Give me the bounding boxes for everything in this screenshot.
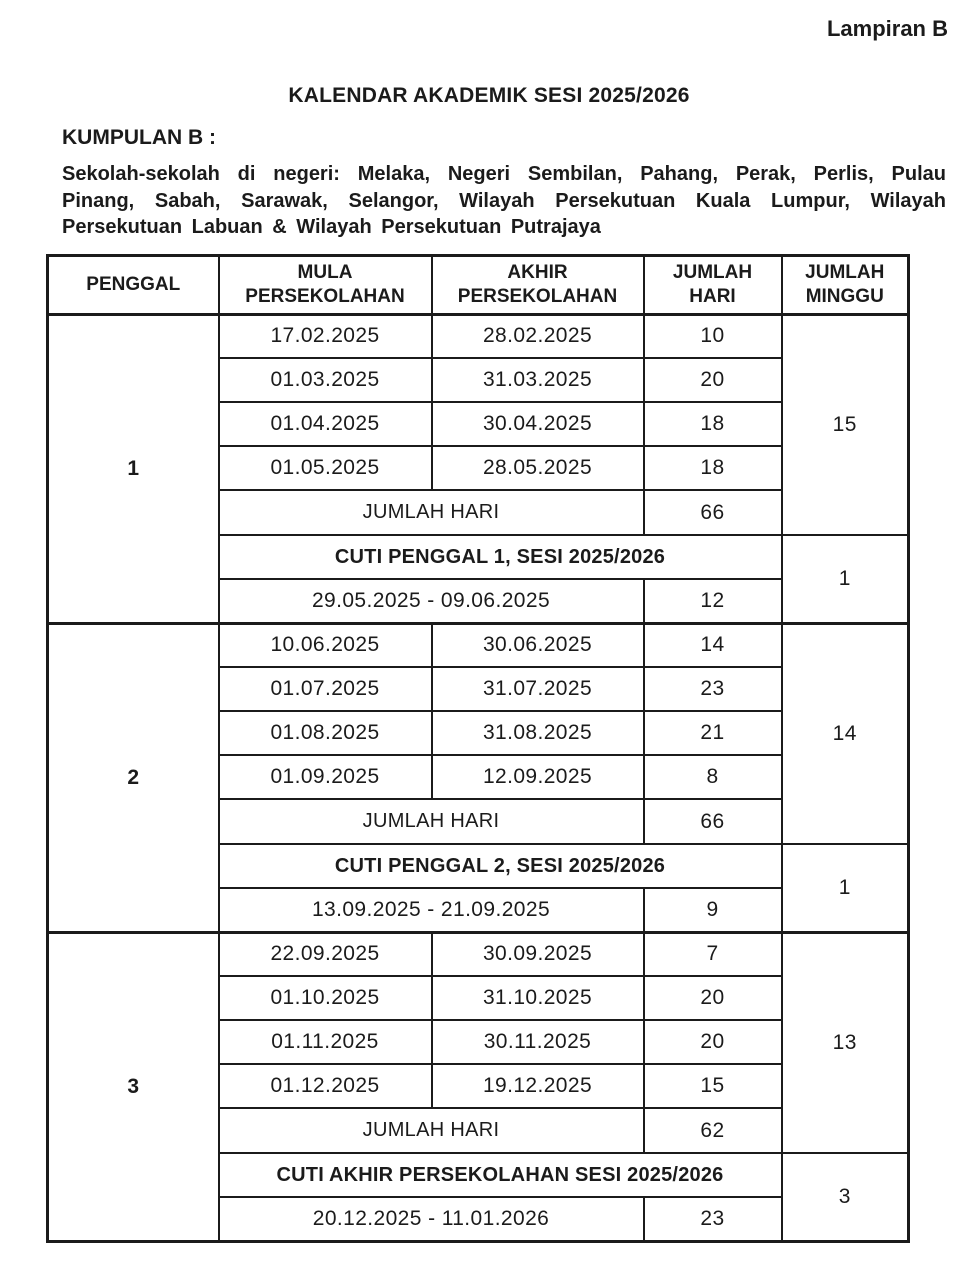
akhir-date-cell: 31.08.2025 <box>432 711 644 755</box>
akhir-date-cell: 31.03.2025 <box>432 358 644 402</box>
mula-date-cell: 01.05.2025 <box>219 446 432 490</box>
jumlah-hari-total-cell: 66 <box>644 490 782 535</box>
cuti-range-cell: 13.09.2025 - 21.09.2025 <box>219 888 644 932</box>
mula-date-cell: 22.09.2025 <box>219 932 432 976</box>
scope-paragraph: Sekolah-sekolah di negeri: Melaka, Negeri Sembilan, Pahang, Perak, Perlis, Pulau Pinang, Sabah, Sarawak, Selangor, Wilayah Persekutuan Kuala Lumpur, Wilayah Persekutuan Labuan & Wilayah Persekutuan Putrajaya <box>62 163 946 238</box>
col-header-penggal: PENGGAL <box>48 255 219 314</box>
penggal-cell: 3 <box>48 932 219 1241</box>
jumlah-hari-label-cell: JUMLAH HARI <box>219 799 644 844</box>
akhir-date-cell: 28.02.2025 <box>432 314 644 358</box>
mula-date-cell: 01.08.2025 <box>219 711 432 755</box>
jumlah-hari-cell: 10 <box>644 314 782 358</box>
mula-date-cell: 01.10.2025 <box>219 976 432 1020</box>
akhir-date-cell: 30.11.2025 <box>432 1020 644 1064</box>
mula-date-cell: 17.02.2025 <box>219 314 432 358</box>
mula-date-cell: 01.07.2025 <box>219 667 432 711</box>
jumlah-hari-cell: 18 <box>644 402 782 446</box>
jumlah-minggu-cell: 14 <box>782 623 909 844</box>
col-header-jumlah-minggu: JUMLAH MINGGU <box>782 255 909 314</box>
academic-calendar-table <box>46 254 910 1243</box>
cuti-hari-cell: 9 <box>644 888 782 932</box>
cuti-minggu-cell: 3 <box>782 1153 909 1241</box>
akhir-date-cell: 30.06.2025 <box>432 623 644 667</box>
jumlah-hari-total-cell: 62 <box>644 1108 782 1153</box>
col-header-mula: MULA PERSEKOLAHAN <box>219 255 432 314</box>
jumlah-hari-total-cell: 66 <box>644 799 782 844</box>
penggal-cell: 2 <box>48 623 219 932</box>
akhir-date-cell: 28.05.2025 <box>432 446 644 490</box>
akhir-date-cell: 12.09.2025 <box>432 755 644 799</box>
jumlah-hari-cell: 18 <box>644 446 782 490</box>
cuti-label-cell: CUTI PENGGAL 1, SESI 2025/2026 <box>219 535 782 579</box>
cuti-range-cell: 29.05.2025 - 09.06.2025 <box>219 579 644 623</box>
cuti-label-cell: CUTI AKHIR PERSEKOLAHAN SESI 2025/2026 <box>219 1153 782 1197</box>
mula-date-cell: 01.12.2025 <box>219 1064 432 1108</box>
jumlah-hari-cell: 14 <box>644 623 782 667</box>
akhir-date-cell: 30.04.2025 <box>432 402 644 446</box>
cuti-minggu-cell: 1 <box>782 535 909 623</box>
akhir-date-cell: 30.09.2025 <box>432 932 644 976</box>
cuti-hari-cell: 12 <box>644 579 782 623</box>
jumlah-hari-cell: 7 <box>644 932 782 976</box>
cuti-label-cell: CUTI PENGGAL 2, SESI 2025/2026 <box>219 844 782 888</box>
jumlah-hari-cell: 15 <box>644 1064 782 1108</box>
jumlah-minggu-cell: 15 <box>782 314 909 535</box>
cuti-hari-cell: 23 <box>644 1197 782 1241</box>
jumlah-hari-cell: 21 <box>644 711 782 755</box>
jumlah-hari-cell: 20 <box>644 1020 782 1064</box>
jumlah-hari-label-cell: JUMLAH HARI <box>219 1108 644 1153</box>
table-header-row <box>48 255 909 314</box>
mula-date-cell: 01.09.2025 <box>219 755 432 799</box>
akhir-date-cell: 31.10.2025 <box>432 976 644 1020</box>
mula-date-cell: 10.06.2025 <box>219 623 432 667</box>
table-row <box>48 932 909 976</box>
akhir-date-cell: 31.07.2025 <box>432 667 644 711</box>
col-header-akhir: AKHIR PERSEKOLAHAN <box>432 255 644 314</box>
table-row <box>48 314 909 358</box>
table-row <box>48 623 909 667</box>
kumpulan-label: KUMPULAN B : <box>62 126 216 149</box>
lampiran-label: Lampiran B <box>826 16 948 41</box>
jumlah-minggu-cell: 13 <box>782 932 909 1153</box>
jumlah-hari-cell: 8 <box>644 755 782 799</box>
jumlah-hari-cell: 20 <box>644 358 782 402</box>
akhir-date-cell: 19.12.2025 <box>432 1064 644 1108</box>
col-header-jumlah-hari: JUMLAH HARI <box>644 255 782 314</box>
jumlah-hari-cell: 20 <box>644 976 782 1020</box>
jumlah-hari-cell: 23 <box>644 667 782 711</box>
mula-date-cell: 01.04.2025 <box>219 402 432 446</box>
penggal-cell: 1 <box>48 314 219 623</box>
document-title: KALENDAR AKADEMIK SESI 2025/2026 <box>288 84 690 107</box>
cuti-minggu-cell: 1 <box>782 844 909 932</box>
mula-date-cell: 01.11.2025 <box>219 1020 432 1064</box>
mula-date-cell: 01.03.2025 <box>219 358 432 402</box>
jumlah-hari-label-cell: JUMLAH HARI <box>219 490 644 535</box>
cuti-range-cell: 20.12.2025 - 11.01.2026 <box>219 1197 644 1241</box>
